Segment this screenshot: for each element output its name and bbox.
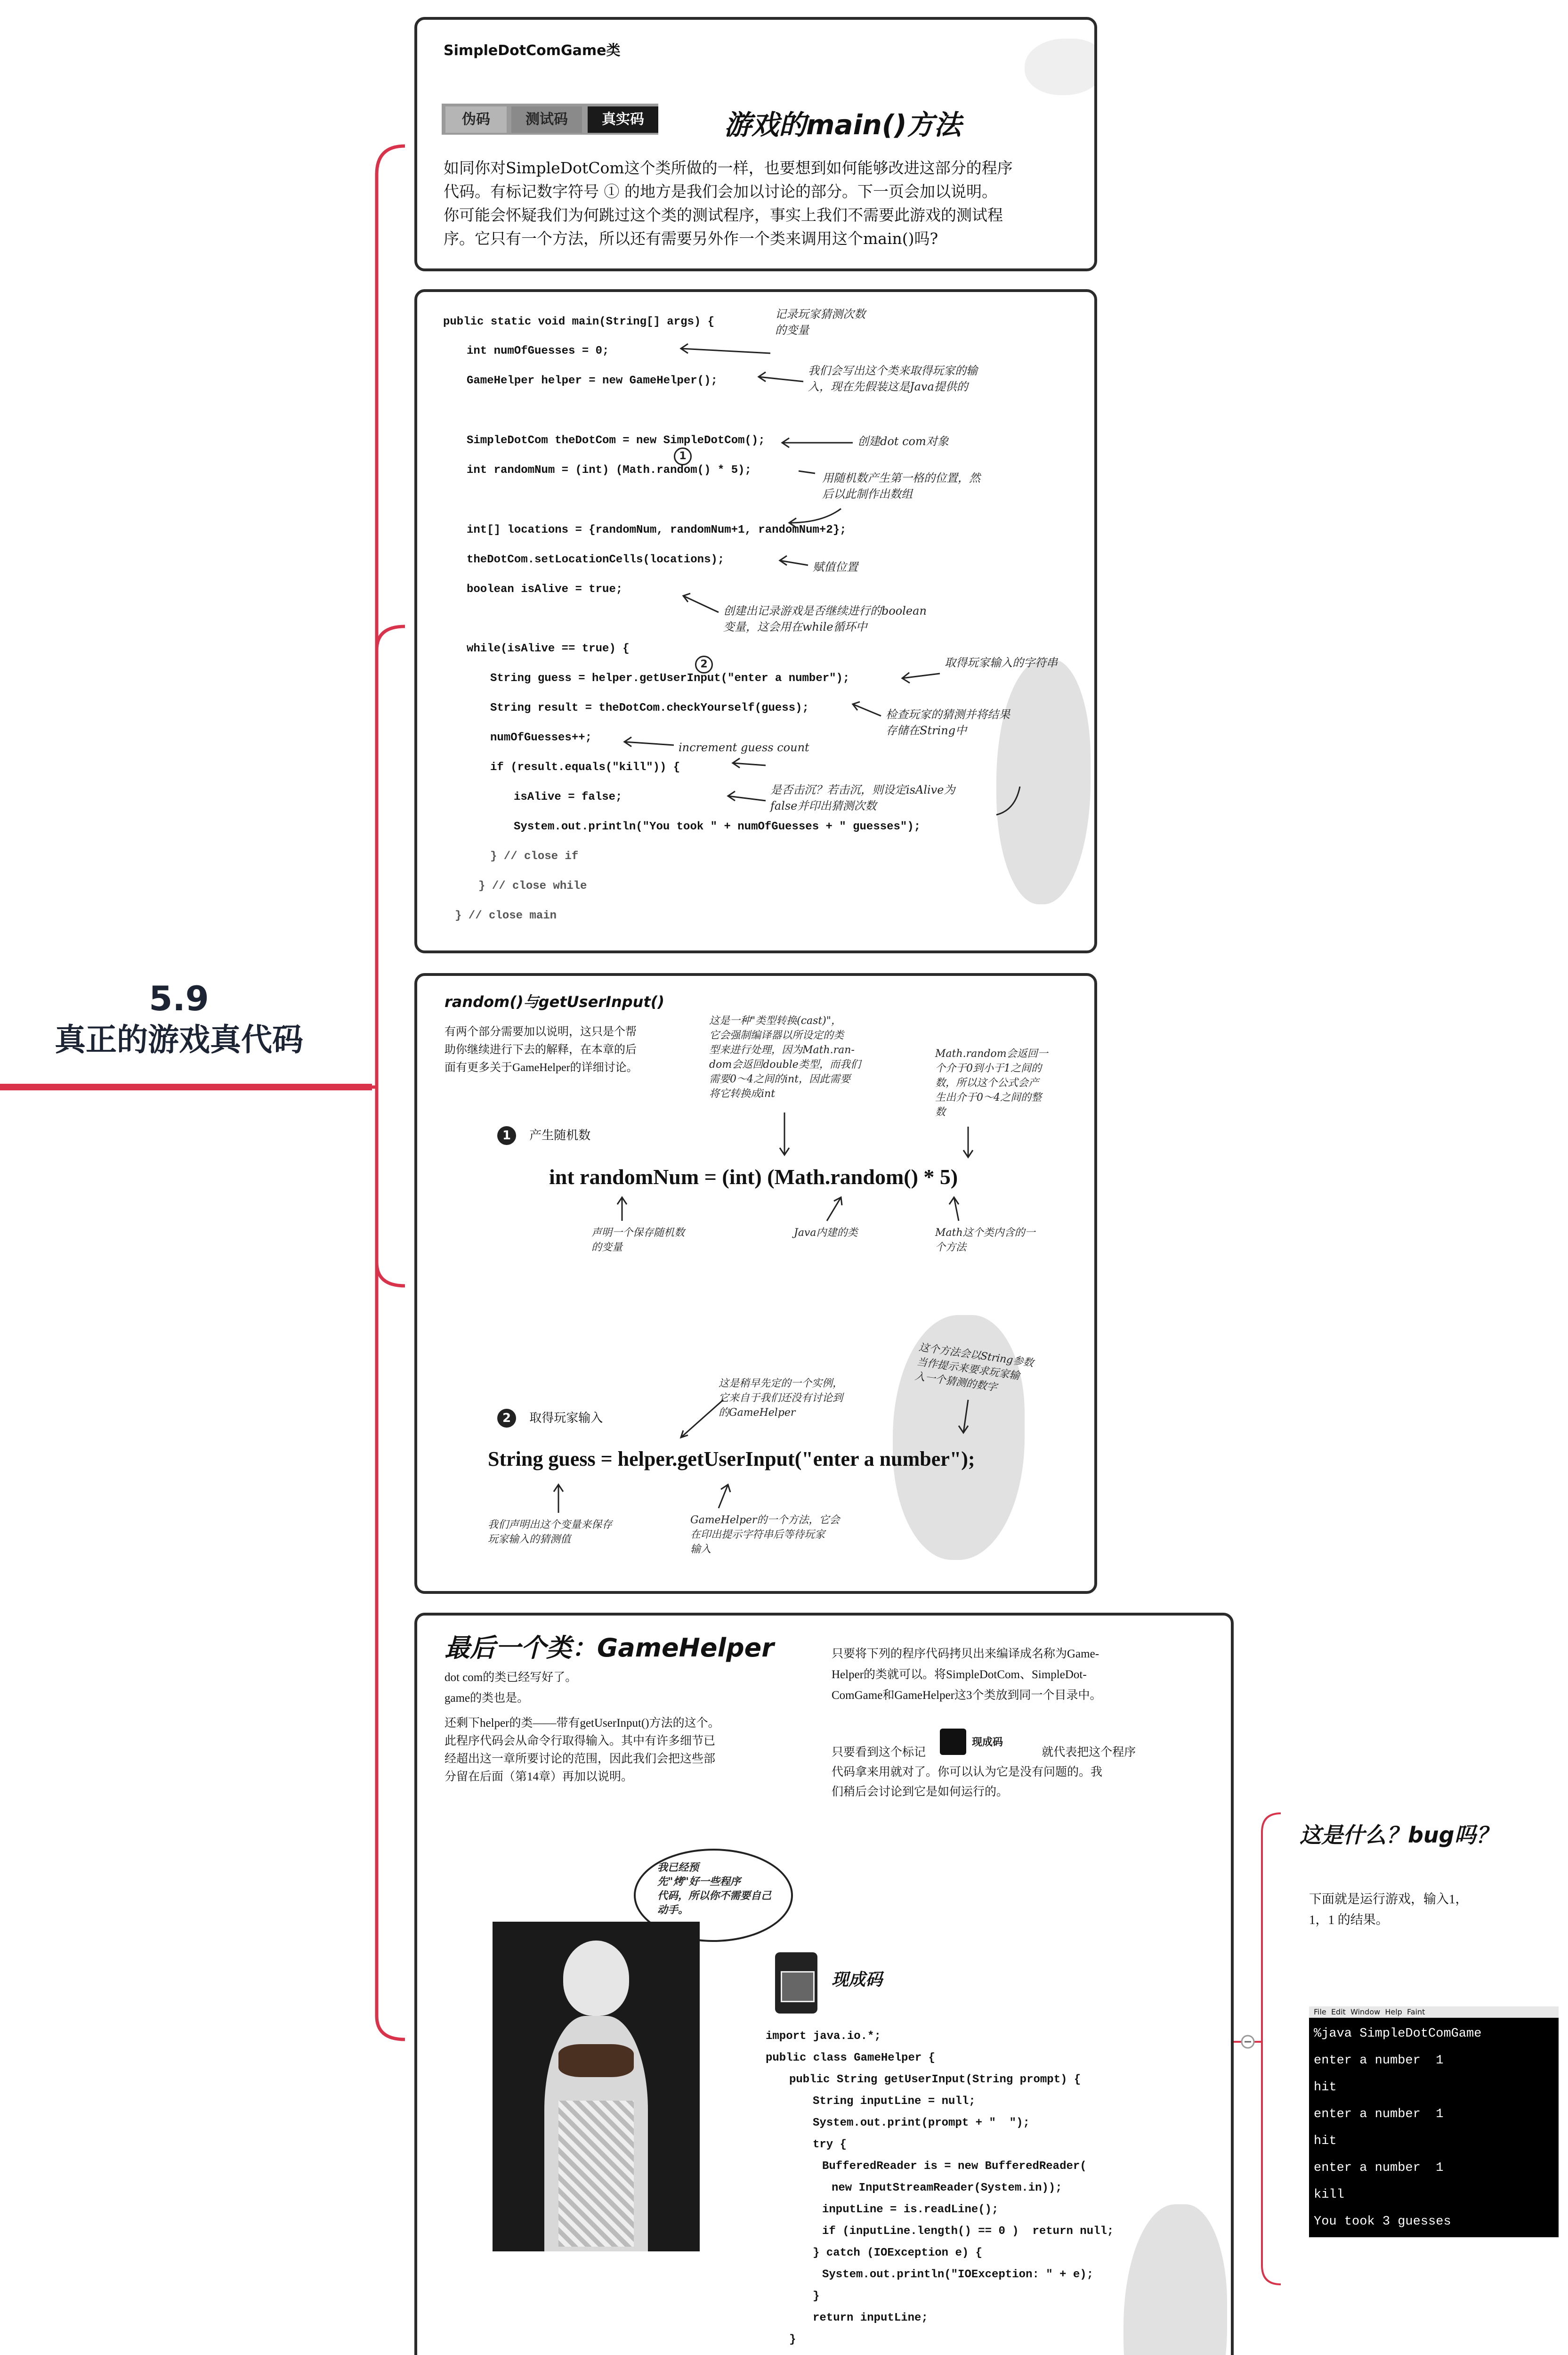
terminal-line: hit	[1314, 2074, 1337, 2101]
terminal-line: enter a number 1	[1314, 2047, 1443, 2074]
code-line: isAlive = false;	[514, 791, 622, 804]
terminal-line: hit	[1314, 2128, 1337, 2155]
root-node[interactable]	[0, 977, 358, 1060]
speech-text: 我已经预 先"烤"好一些程序 代码，所以你不需要自己 动手。	[657, 1861, 772, 1916]
annotation: Math这个类内含的一 个方法	[935, 1227, 1035, 1253]
card4-left-line: 分留在后面（第14章）再加以说明。	[445, 1770, 633, 1783]
badge-label: 现成码	[972, 1736, 1003, 1748]
step-2-badge: 2	[497, 1409, 516, 1428]
annotation: 声明一个保存随机数 的变量	[591, 1227, 685, 1253]
terminal-line: enter a number 1	[1314, 2155, 1443, 2182]
code-line: }	[789, 2333, 796, 2346]
card3-header: random()与getUserInput()	[445, 993, 664, 1011]
card4-right2-line: 就代表把这个程序	[1042, 1746, 1136, 1759]
card1-line1: 如同你对SimpleDotCom这个类所做的一样，也要想到如何能够改进这部分的程序	[444, 159, 1013, 177]
code-line: System.out.println("You took " + numOfGuesses + " guesses");	[514, 820, 921, 833]
branch-trunk	[377, 146, 405, 2039]
branch-to-card3	[377, 1262, 405, 1286]
annotation: increment guess count	[679, 741, 809, 754]
terminal-menubar[interactable]: File Edit Window Help Faint	[1309, 2006, 1559, 2018]
card5-title: 这是什么？bug吗？	[1300, 1822, 1498, 1848]
code-line: int[] locations = {randomNum, randomNum+1, randomNum+2};	[467, 524, 847, 536]
card3-intro-line: 面有更多关于GameHelper的详细讨论。	[445, 1062, 638, 1074]
card1-line2: 代码。有标记数字符号 ① 的地方是我们会加以讨论的部分。下一页会加以说明。	[444, 182, 997, 201]
card3-intro-line: 助你继续进行下去的解释，在本章的后	[445, 1044, 637, 1056]
code-main-sig: public static void main(String[] args) {	[443, 316, 715, 328]
annotation: 用随机数产生第一格的位置，然 后以此制作出数组	[822, 471, 980, 501]
card4-left-line: 经超出这一章所要讨论的范围，因此我们会把这些部	[445, 1753, 716, 1765]
code-line: numOfGuesses++;	[490, 731, 592, 744]
annotation: GameHelper的一个方法，它会 在印出提示字符串后等待玩家 输入	[690, 1514, 840, 1555]
code-line: int randomNum = (int) (Math.random() * 5);	[467, 464, 752, 477]
terminal-line: You took 3 guesses	[1314, 2209, 1451, 2235]
step-1-badge: 1	[497, 1126, 516, 1145]
branch-to-card5	[1262, 1813, 1281, 2284]
annotation: 取得玩家输入的字符串	[945, 656, 1058, 669]
annotation-param: 这个方法会以String参数 当作提示来要求玩家输 入一个猜测的数字	[914, 1341, 1035, 1394]
root-number: 5.9	[149, 979, 209, 1018]
code-line: }	[813, 2290, 820, 2303]
branch-to-card2	[377, 626, 405, 650]
tab-realcode[interactable]: 真实码	[588, 106, 658, 133]
card4-left-line: 此程序代码会从命令行取得输入。其中有许多细节已	[445, 1735, 716, 1747]
card4-left-line: game的类也是。	[445, 1692, 529, 1705]
terminal-line: %java SimpleDotComGame	[1314, 2021, 1481, 2047]
code-random: int randomNum = (int) (Math.random() * 5)	[549, 1165, 958, 1189]
card4-title: 最后一个类：GameHelper	[445, 1633, 774, 1663]
code-line: String result = theDotCom.checkYourself(guess);	[490, 702, 809, 715]
terminal-window[interactable]	[1309, 2006, 1559, 2237]
card1-header: SimpleDotComGame类	[444, 42, 621, 59]
code-line: new InputStreamReader(System.in));	[832, 2182, 1062, 2194]
terminal-line: enter a number 1	[1314, 2101, 1443, 2128]
card4-right-line: ComGame和GameHelper这3个类放到同一个目录中。	[832, 1689, 1102, 1702]
annotation: Java内建的类	[794, 1227, 858, 1239]
annotation-arrows	[417, 292, 1097, 953]
card-random-getuserinput[interactable]	[414, 973, 1097, 1594]
annotation: 赋值位置	[813, 560, 858, 574]
card1-title: 游戏的main()方法	[724, 109, 962, 141]
card-gamehelper[interactable]	[414, 1613, 1234, 2355]
code-line: SimpleDotCom theDotCom = new SimpleDotCom();	[467, 434, 765, 447]
step-1-label: 产生随机数	[529, 1129, 591, 1142]
code-line: theDotCom.setLocationCells(locations);	[467, 553, 725, 566]
code-line: return inputLine;	[813, 2312, 928, 2324]
card4-left-line: 还剩下helper的类——带有getUserInput()方法的这个。	[445, 1717, 720, 1730]
code-line: String guess = helper.getUserInput("enter a number");	[490, 672, 850, 685]
code-getuserinput: String guess = helper.getUserInput("enter a number");	[488, 1447, 975, 1470]
card-main-method[interactable]	[414, 17, 1097, 271]
code-line: GameHelper helper = new GameHelper();	[467, 374, 718, 387]
annotation: 创建出记录游戏是否继续进行的boolean 变量，这会用在while循环中	[723, 604, 927, 633]
annotation-random: Math.random会返回一 个介于0到小于1之间的 数，所以这个公式会产 生出介于0～4之间的整 数	[935, 1048, 1048, 1118]
card4-right-line: 只要将下列的程序代码拷贝出来编译成名称为Game-	[832, 1648, 1099, 1660]
code-line: if (inputLine.length() == 0 ) return null;	[822, 2225, 1114, 2238]
step-2-label: 取得玩家输入	[529, 1411, 603, 1425]
tab-pseudocode[interactable]: 伪码	[445, 106, 507, 133]
card1-line4: 序。它只有一个方法，所以还有需要另外作一个类来调用这个main()吗?	[444, 229, 938, 248]
code-line: boolean isAlive = true;	[467, 583, 623, 596]
terminal-line: kill	[1314, 2182, 1344, 2209]
annotation: 检查玩家的猜测并将结果 存储在String中	[886, 708, 1010, 737]
marker-2: 2	[695, 656, 713, 674]
code-line: try {	[813, 2138, 847, 2151]
woman-with-cake-photo	[493, 1922, 700, 2251]
marker-1: 1	[674, 447, 692, 465]
ready-bake-label: 现成码	[832, 1970, 883, 1990]
oven-icon	[940, 1729, 966, 1755]
code-line: } catch (IOException e) {	[813, 2247, 983, 2259]
code-line: } // close main	[455, 910, 557, 922]
ready-bake-oven-icon	[775, 1952, 817, 2014]
code-line: System.out.print(prompt + " ");	[813, 2117, 1030, 2129]
card5-desc-line: 下面就是运行游戏，输入1，	[1309, 1892, 1468, 1906]
code-line: if (result.equals("kill")) {	[490, 761, 680, 774]
code-line: } // close while	[478, 880, 587, 893]
code-line: inputLine = is.readLine();	[822, 2203, 999, 2216]
code-line: public String getUserInput(String prompt) {	[789, 2073, 1081, 2086]
card5-desc-line: 1，1 的结果。	[1309, 1913, 1389, 1927]
code-line: int numOfGuesses = 0;	[467, 345, 609, 357]
code-line: import java.io.*;	[766, 2030, 881, 2043]
card4-right2-line: 只要看到这个标记	[832, 1746, 926, 1759]
code-line: String inputLine = null;	[813, 2095, 976, 2108]
annotation-cast: 这是一种"类型转换(cast)"， 它会强制编译器以所设定的类 型来进行处理，因为Math.ran- dom会返回double类型，而我们 需要0～4之间的int，因此需要 将它转换成int	[709, 1015, 861, 1100]
card1-line3: 你可能会怀疑我们为何跳过这个类的测试程序，事实上我们不需要此游戏的测试程	[444, 206, 1003, 224]
annotation: 我们会写出这个类来取得玩家的输 入，现在先假装这是Java提供的	[808, 364, 978, 393]
card4-right2-line: 代码拿来用就对了。你可以认为它是没有问题的。我	[832, 1766, 1103, 1778]
tab-testcode[interactable]: 测试码	[511, 106, 582, 133]
code-line: BufferedReader is = new BufferedReader(	[822, 2160, 1087, 2173]
card3-intro-line: 有两个部分需要加以说明，这只是个帮	[445, 1026, 637, 1038]
annotation: 记录玩家猜测次数 的变量	[775, 308, 865, 337]
code-line: } // close if	[490, 850, 579, 863]
code-line: public class GameHelper {	[766, 2052, 936, 2064]
card4-right-line: Helper的类就可以。将SimpleDotCom、SimpleDot-	[832, 1668, 1087, 1681]
card4-right2-line: 们稍后会讨论到它是如何运行的。	[832, 1786, 1009, 1798]
code-line: System.out.println("IOException: " + e);	[822, 2268, 1094, 2281]
card4-left-line: dot com的类已经写好了。	[445, 1671, 577, 1684]
annotation: 我们声明出这个变量来保存 玩家输入的猜测值	[488, 1519, 613, 1545]
annotation: 是否击沉？若击沉，则设定isAlive为 false并印出猜测次数	[770, 783, 955, 812]
annotation-helper: 这是稍早先定的一个实例， 它来自于我们还没有讨论到 的GameHelper	[719, 1378, 843, 1419]
card-bug-question[interactable]	[1290, 1818, 1559, 2284]
card-main-code[interactable]	[414, 289, 1097, 953]
code-line: while(isAlive == true) {	[467, 642, 630, 655]
annotation: 创建dot com对象	[857, 435, 949, 448]
root-title: 真正的游戏真代码	[55, 1022, 303, 1058]
